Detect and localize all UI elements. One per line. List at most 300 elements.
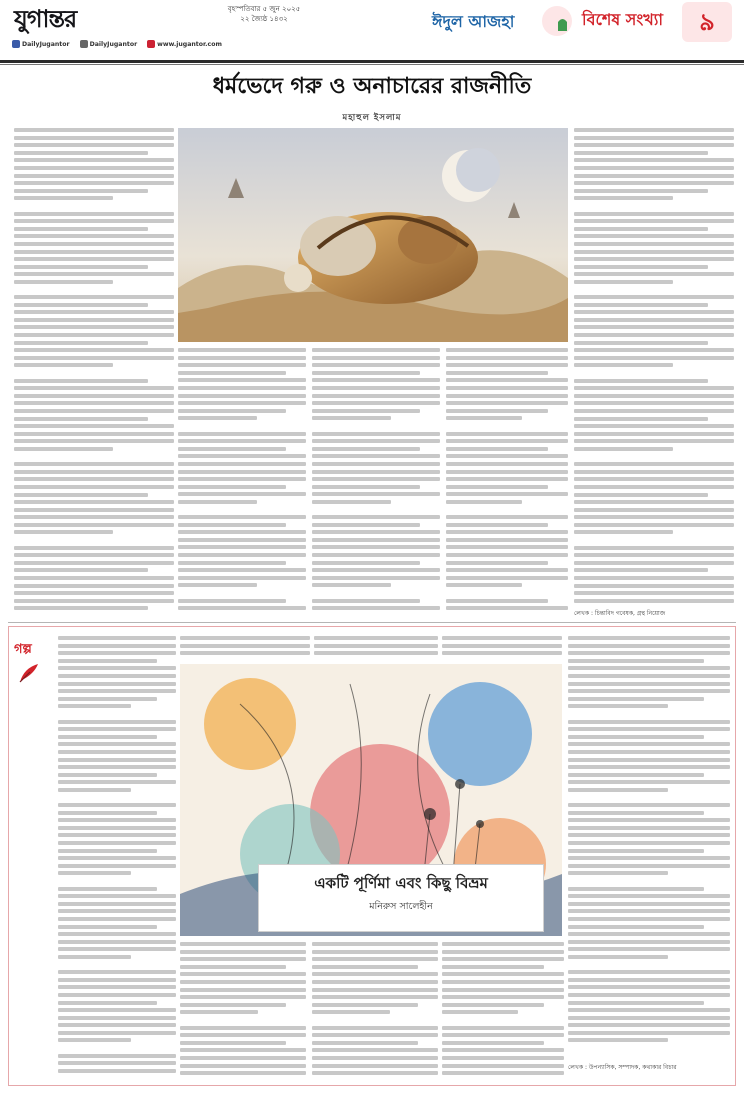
text-line <box>58 674 176 678</box>
text-line <box>14 250 174 254</box>
text-line <box>574 303 708 307</box>
website-url: www.jugantor.com <box>157 40 222 48</box>
website-link[interactable] <box>147 40 222 48</box>
text-line <box>14 462 174 466</box>
text-line <box>58 811 157 815</box>
text-line <box>14 174 174 178</box>
text-line <box>574 219 734 223</box>
text-line <box>58 902 176 906</box>
text-line <box>312 485 420 489</box>
text-line <box>446 507 568 511</box>
text-line <box>14 568 148 572</box>
text-line <box>180 636 310 640</box>
text-line <box>314 636 438 640</box>
text-line <box>568 765 730 769</box>
text-line <box>14 333 174 337</box>
text-line <box>58 727 176 731</box>
text-line <box>574 242 734 246</box>
text-line <box>58 697 157 701</box>
text-line <box>180 1048 306 1052</box>
text-line <box>574 128 734 132</box>
text-line <box>178 515 306 519</box>
text-line <box>446 378 568 382</box>
text-line <box>14 303 148 307</box>
text-line <box>178 386 306 390</box>
text-line <box>312 545 440 549</box>
text-line <box>312 409 420 413</box>
text-line <box>58 773 157 777</box>
story-column-2 <box>180 942 306 1080</box>
text-line <box>58 879 176 883</box>
text-line <box>568 940 730 944</box>
text-line <box>574 576 734 580</box>
text-line <box>14 493 148 497</box>
text-line <box>178 545 306 549</box>
text-line <box>14 280 113 284</box>
text-line <box>574 356 734 360</box>
text-line <box>568 932 730 936</box>
text-line <box>568 720 730 724</box>
text-line <box>312 462 440 466</box>
text-line <box>312 424 440 428</box>
text-line <box>446 500 522 504</box>
story-column-3-top <box>314 636 438 660</box>
text-line <box>178 523 286 527</box>
text-line <box>574 455 734 459</box>
text-line <box>312 1003 418 1007</box>
text-line <box>574 561 734 565</box>
text-line <box>314 651 438 655</box>
text-line <box>442 1056 564 1060</box>
crescent-mosque-icon <box>540 4 574 38</box>
text-line <box>58 841 176 845</box>
article-column-3 <box>312 348 440 620</box>
text-line <box>446 561 548 565</box>
text-line <box>446 447 548 451</box>
text-line <box>446 477 568 481</box>
text-line <box>568 841 730 845</box>
text-line <box>58 856 176 860</box>
text-line <box>178 454 306 458</box>
text-line <box>178 409 286 413</box>
text-line <box>568 659 704 663</box>
text-line <box>180 1041 286 1045</box>
text-line <box>180 644 310 648</box>
text-line <box>574 568 708 572</box>
text-line <box>568 750 730 754</box>
text-line <box>312 348 440 352</box>
text-line <box>58 818 176 822</box>
twitter-icon <box>80 40 88 48</box>
text-line <box>14 204 174 208</box>
text-line <box>312 942 438 946</box>
text-line <box>568 644 730 648</box>
text-line <box>574 417 708 421</box>
text-line <box>446 599 548 603</box>
text-line <box>58 742 176 746</box>
story-column-4-top <box>442 636 562 660</box>
text-line <box>574 515 734 519</box>
text-line <box>58 780 176 784</box>
text-line <box>312 401 440 405</box>
text-line <box>568 917 730 921</box>
eid-label: ঈদুল আজহা <box>432 12 515 31</box>
text-line <box>14 530 113 534</box>
text-line <box>442 644 562 648</box>
text-line <box>312 500 391 504</box>
text-line <box>446 492 568 496</box>
text-line <box>312 965 418 969</box>
text-line <box>312 1033 438 1037</box>
text-line <box>446 386 568 390</box>
text-line <box>58 932 176 936</box>
text-line <box>568 970 730 974</box>
story-column-3 <box>312 942 438 1080</box>
text-line <box>312 523 420 527</box>
story-section-label: গল্প <box>14 642 32 657</box>
text-line <box>58 1016 176 1020</box>
text-line <box>178 599 286 603</box>
text-line <box>178 394 306 398</box>
text-line <box>568 864 730 868</box>
text-line <box>568 666 730 670</box>
text-line <box>58 803 176 807</box>
text-line <box>14 546 174 550</box>
text-line <box>178 348 306 352</box>
article-column-2 <box>178 348 306 620</box>
text-line <box>58 887 157 891</box>
text-line <box>568 742 730 746</box>
text-line <box>180 957 306 961</box>
text-line <box>568 894 730 898</box>
text-line <box>574 470 734 474</box>
text-line <box>14 158 174 162</box>
text-line <box>446 606 568 610</box>
text-line <box>568 985 730 989</box>
text-line <box>178 576 306 580</box>
text-line <box>14 341 148 345</box>
text-line <box>442 1003 544 1007</box>
text-line <box>14 227 148 231</box>
text-line <box>574 424 734 428</box>
text-line <box>58 636 176 640</box>
text-line <box>58 947 176 951</box>
text-line <box>312 386 440 390</box>
text-line <box>442 1064 564 1068</box>
text-line <box>178 530 306 534</box>
text-line <box>14 348 174 352</box>
text-line <box>574 151 708 155</box>
text-line <box>58 864 176 868</box>
text-line <box>14 219 174 223</box>
story-column-5 <box>568 636 730 1056</box>
text-line <box>568 674 730 678</box>
text-line <box>58 826 176 830</box>
text-line <box>446 462 568 466</box>
text-line <box>446 348 568 352</box>
text-line <box>312 394 440 398</box>
text-line <box>574 143 734 147</box>
text-line <box>14 295 174 299</box>
text-line <box>446 568 568 572</box>
text-line <box>446 470 568 474</box>
text-line <box>180 1010 258 1014</box>
text-line <box>58 750 176 754</box>
facebook-link[interactable] <box>12 40 70 48</box>
text-line <box>14 470 174 474</box>
text-line <box>178 424 306 428</box>
text-line <box>568 811 704 815</box>
text-line <box>58 1046 176 1050</box>
text-line <box>568 1016 730 1020</box>
social-links <box>12 40 222 48</box>
twitter-link[interactable] <box>80 40 138 48</box>
text-line <box>568 849 704 853</box>
article-headline: ধর্মভেদে গরু ও অনাচারের রাজনীতি <box>212 74 532 99</box>
dateline <box>194 4 334 24</box>
text-line <box>574 272 734 276</box>
text-line <box>312 492 440 496</box>
text-line <box>312 447 420 451</box>
text-line <box>178 378 306 382</box>
text-line <box>568 689 730 693</box>
text-line <box>14 477 174 481</box>
text-line <box>312 561 420 565</box>
text-line <box>574 553 734 557</box>
text-line <box>14 523 174 527</box>
text-line <box>442 636 562 640</box>
text-line <box>442 995 564 999</box>
text-line <box>14 128 174 132</box>
text-line <box>574 348 734 352</box>
facebook-handle: DailyJugantor <box>22 40 70 48</box>
text-line <box>14 500 174 504</box>
text-line <box>58 955 131 959</box>
text-line <box>58 720 176 724</box>
text-line <box>574 584 734 588</box>
text-line <box>58 871 131 875</box>
text-line <box>442 942 564 946</box>
text-line <box>568 735 704 739</box>
text-line <box>568 704 668 708</box>
text-line <box>568 993 730 997</box>
text-line <box>14 576 174 580</box>
text-line <box>14 447 113 451</box>
text-line <box>568 1031 730 1035</box>
text-line <box>446 424 568 428</box>
text-line <box>14 265 148 269</box>
text-line <box>446 583 522 587</box>
text-line <box>568 925 704 929</box>
article-column-1 <box>14 128 174 620</box>
text-line <box>58 985 176 989</box>
text-line <box>58 1038 131 1042</box>
text-line <box>442 1041 544 1045</box>
article-byline: মহাহুল ইসলাম <box>342 113 402 123</box>
text-line <box>574 599 734 603</box>
text-line <box>574 493 708 497</box>
text-line <box>178 477 306 481</box>
text-line <box>568 795 730 799</box>
text-line <box>568 773 704 777</box>
text-line <box>574 485 734 489</box>
text-line <box>312 378 440 382</box>
text-line <box>312 530 440 534</box>
text-line <box>178 401 306 405</box>
text-line <box>568 1008 730 1012</box>
text-line <box>574 295 734 299</box>
text-line <box>568 727 730 731</box>
text-line <box>312 1018 438 1022</box>
text-line <box>568 833 730 837</box>
text-line <box>180 1071 306 1075</box>
text-line <box>568 636 730 640</box>
text-line <box>446 553 568 557</box>
text-line <box>14 257 174 261</box>
text-line <box>574 508 734 512</box>
story-column-2-top <box>180 636 310 660</box>
text-line <box>58 795 176 799</box>
text-line <box>568 978 730 982</box>
text-line <box>442 980 564 984</box>
text-line <box>180 965 286 969</box>
text-line <box>312 957 438 961</box>
text-line <box>14 196 113 200</box>
article-author-note: লেখক : চিন্তাবিদ গবেষক, গ্রন্থ নিয়োজ <box>574 610 666 617</box>
text-line <box>568 955 668 959</box>
text-line <box>574 371 734 375</box>
text-line <box>446 576 568 580</box>
text-line <box>574 196 673 200</box>
text-line <box>58 1069 176 1073</box>
text-line <box>58 1001 157 1005</box>
text-line <box>574 181 734 185</box>
text-line <box>58 682 176 686</box>
text-line <box>58 735 157 739</box>
text-line <box>58 963 176 967</box>
text-line <box>58 970 176 974</box>
text-line <box>14 515 174 519</box>
text-line <box>446 515 568 519</box>
text-line <box>568 871 668 875</box>
text-line <box>178 416 257 420</box>
text-line <box>574 363 673 367</box>
text-line <box>568 887 704 891</box>
text-line <box>574 189 708 193</box>
text-line <box>180 1003 286 1007</box>
text-line <box>58 1061 176 1065</box>
text-line <box>312 416 391 420</box>
text-line <box>574 166 734 170</box>
text-line <box>446 545 568 549</box>
text-line <box>574 530 673 534</box>
text-line <box>312 583 391 587</box>
text-line <box>14 485 174 489</box>
text-line <box>446 356 568 360</box>
text-line <box>58 1023 176 1027</box>
text-line <box>178 606 306 610</box>
text-line <box>568 947 730 951</box>
text-line <box>180 651 310 655</box>
text-line <box>442 972 564 976</box>
text-line <box>178 439 306 443</box>
text-line <box>574 523 734 527</box>
text-line <box>446 538 568 542</box>
text-line <box>312 995 438 999</box>
text-line <box>58 940 176 944</box>
text-line <box>14 394 174 398</box>
text-line <box>574 394 734 398</box>
text-line <box>58 833 176 837</box>
text-line <box>14 508 174 512</box>
text-line <box>574 234 734 238</box>
text-line <box>14 212 174 216</box>
text-line <box>178 561 286 565</box>
text-line <box>568 902 730 906</box>
text-line <box>574 462 734 466</box>
text-line <box>568 909 730 913</box>
text-line <box>446 394 568 398</box>
text-line <box>58 1008 176 1012</box>
text-line <box>574 500 734 504</box>
text-line <box>58 894 176 898</box>
text-line <box>180 1033 306 1037</box>
text-line <box>312 477 440 481</box>
text-line <box>442 988 564 992</box>
text-line <box>446 439 568 443</box>
text-line <box>14 386 174 390</box>
text-line <box>312 470 440 474</box>
text-line <box>180 1064 306 1068</box>
text-line <box>312 1071 438 1075</box>
text-line <box>442 1018 564 1022</box>
text-line <box>312 454 440 458</box>
text-line <box>574 250 734 254</box>
text-line <box>312 507 440 511</box>
text-line <box>446 401 568 405</box>
text-line <box>568 826 730 830</box>
text-line <box>574 538 734 542</box>
text-line <box>312 432 440 436</box>
text-line <box>14 234 174 238</box>
text-line <box>14 417 148 421</box>
text-line <box>14 143 174 147</box>
text-line <box>574 158 734 162</box>
text-line <box>312 591 440 595</box>
text-line <box>14 310 174 314</box>
text-line <box>574 265 708 269</box>
text-line <box>574 287 734 291</box>
text-line <box>58 788 131 792</box>
article-column-4 <box>446 348 568 620</box>
text-line <box>312 363 440 367</box>
text-line <box>180 1018 306 1022</box>
text-line <box>180 1026 306 1030</box>
text-line <box>58 651 176 655</box>
story-author-note: লেখক : উপন্যাসিক, সম্পাদক, কথাকার বিচার <box>568 1064 677 1071</box>
text-line <box>446 523 548 527</box>
globe-icon <box>147 40 155 48</box>
text-line <box>312 439 440 443</box>
twitter-handle: DailyJugantor <box>89 40 138 48</box>
text-line <box>312 606 440 610</box>
text-line <box>58 666 176 670</box>
text-line <box>14 439 174 443</box>
text-line <box>568 697 704 701</box>
text-line <box>178 538 306 542</box>
text-line <box>442 1010 518 1014</box>
text-line <box>14 363 113 367</box>
